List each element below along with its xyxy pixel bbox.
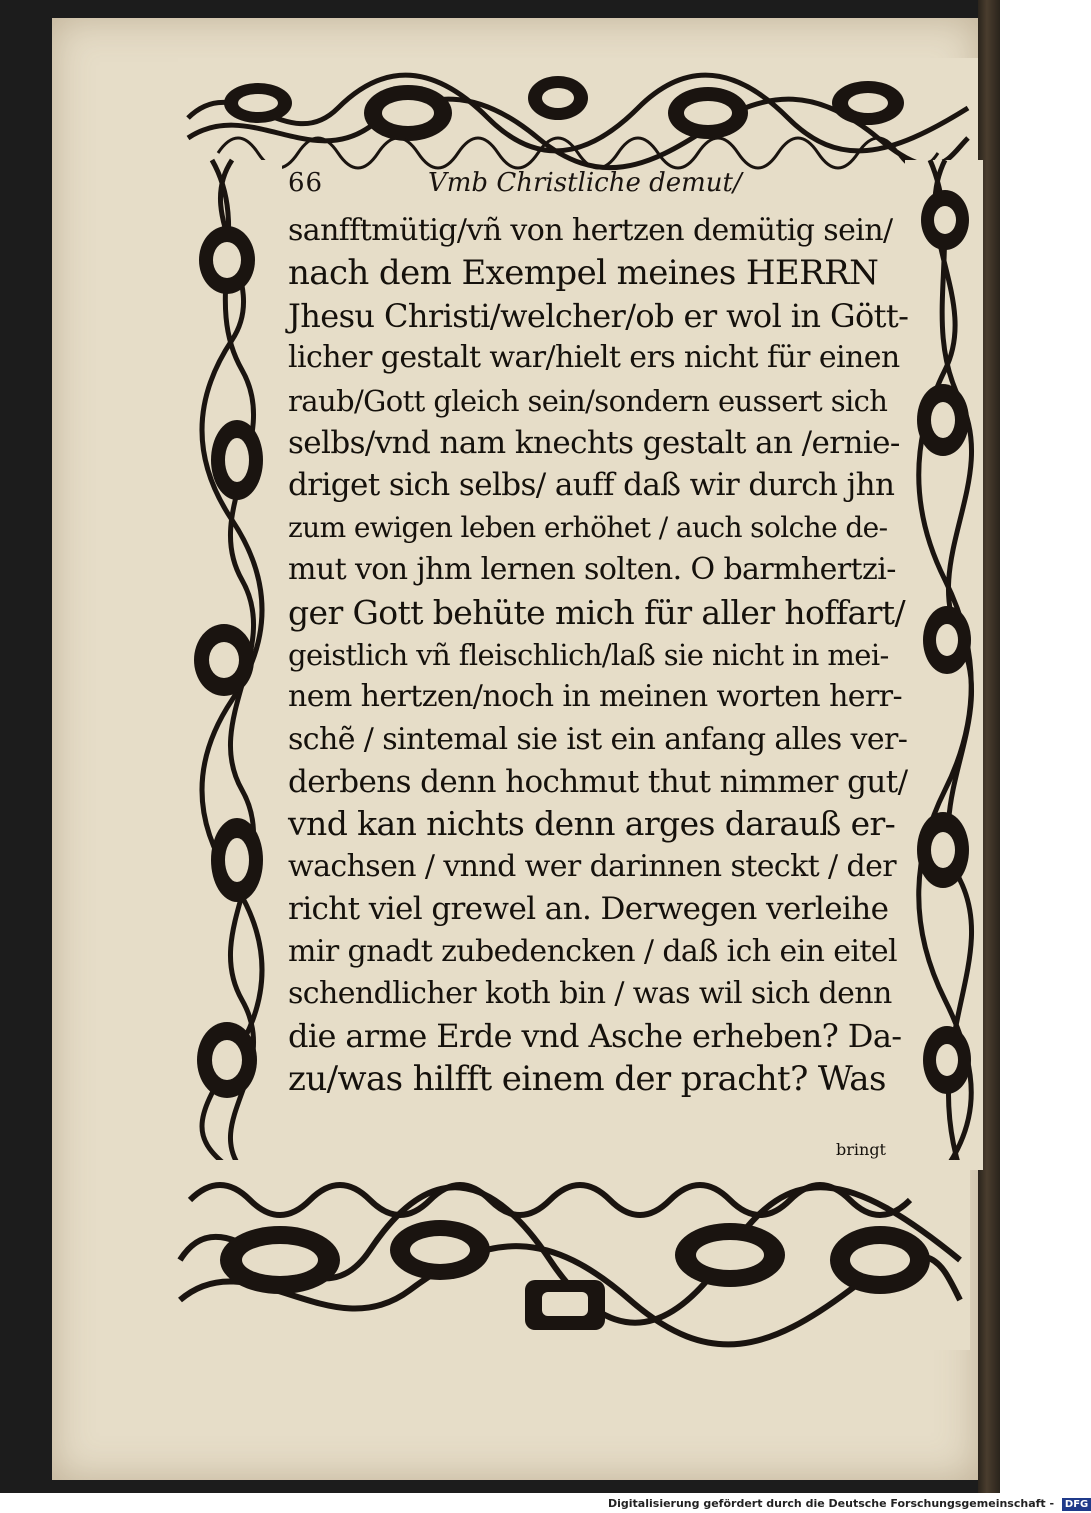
text-line: mut von jhm lernen solten. O barmhertzi- xyxy=(288,552,896,588)
ornamental-border-top xyxy=(178,58,978,168)
ornamental-border-bottom xyxy=(170,1160,970,1350)
catchword: bringt xyxy=(836,1140,886,1159)
digitization-credit xyxy=(608,1494,1089,1513)
text-line: die arme Erde vnd Asche erheben? Da- xyxy=(288,1017,902,1056)
text-line: geistlich vñ fleischlich/laß sie nicht in mei- xyxy=(288,637,889,672)
dfg-logo: DFG xyxy=(1062,1498,1091,1511)
running-title: Vmb Christliche demut/ xyxy=(428,168,742,198)
text-line: ger Gott behüte mich für aller hoffart/ xyxy=(288,592,905,632)
text-line: schẽ / sintemal sie ist ein anfang alles ver- xyxy=(288,721,908,757)
text-line: derbens denn hochmut thut nimmer gut/ xyxy=(288,764,908,801)
text-line: driget sich selbs/ auff daß wir durch jhn xyxy=(288,467,895,504)
text-line: selbs/vnd nam knechts gestalt an /ernie- xyxy=(288,424,900,461)
text-line: wachsen / vnnd wer darinnen steckt / der xyxy=(288,848,896,884)
text-line: zu/was hilfft einem der pracht? Was xyxy=(288,1058,886,1099)
text-line: schendlicher koth bin / was wil sich denn xyxy=(288,976,892,1012)
ornamental-border-left xyxy=(182,160,282,1170)
text-line: mir gnadt zubedencken / daß ich ein eitel xyxy=(288,933,898,969)
text-line: vnd kan nichts denn arges darauß er- xyxy=(288,804,896,844)
body-text xyxy=(288,210,908,1100)
text-line: licher gestalt war/hielt ers nicht für einen xyxy=(288,340,900,376)
page-number: 66 xyxy=(288,168,324,198)
text-line: nach dem Exempel meines HERRN xyxy=(288,253,879,294)
text-line: richt viel grewel an. Derwegen verleihe xyxy=(288,891,889,928)
text-line: zum ewigen leben erhöhet / auch solche de- xyxy=(288,510,888,544)
text-line: sanfftmütig/vñ von hertzen demütig sein/ xyxy=(288,213,893,248)
text-line: raub/Gott gleich sein/sondern eussert sich xyxy=(288,383,888,418)
credit-text: Digitalisierung gefördert durch die Deutsche Forschungsgemeinschaft - xyxy=(608,1497,1055,1510)
text-line: Jhesu Christi/welcher/ob er wol in Gött- xyxy=(288,296,909,335)
ornamental-border-right xyxy=(905,160,983,1170)
text-line: nem hertzen/noch in meinen worten herr- xyxy=(288,679,902,715)
page-header xyxy=(288,168,908,204)
